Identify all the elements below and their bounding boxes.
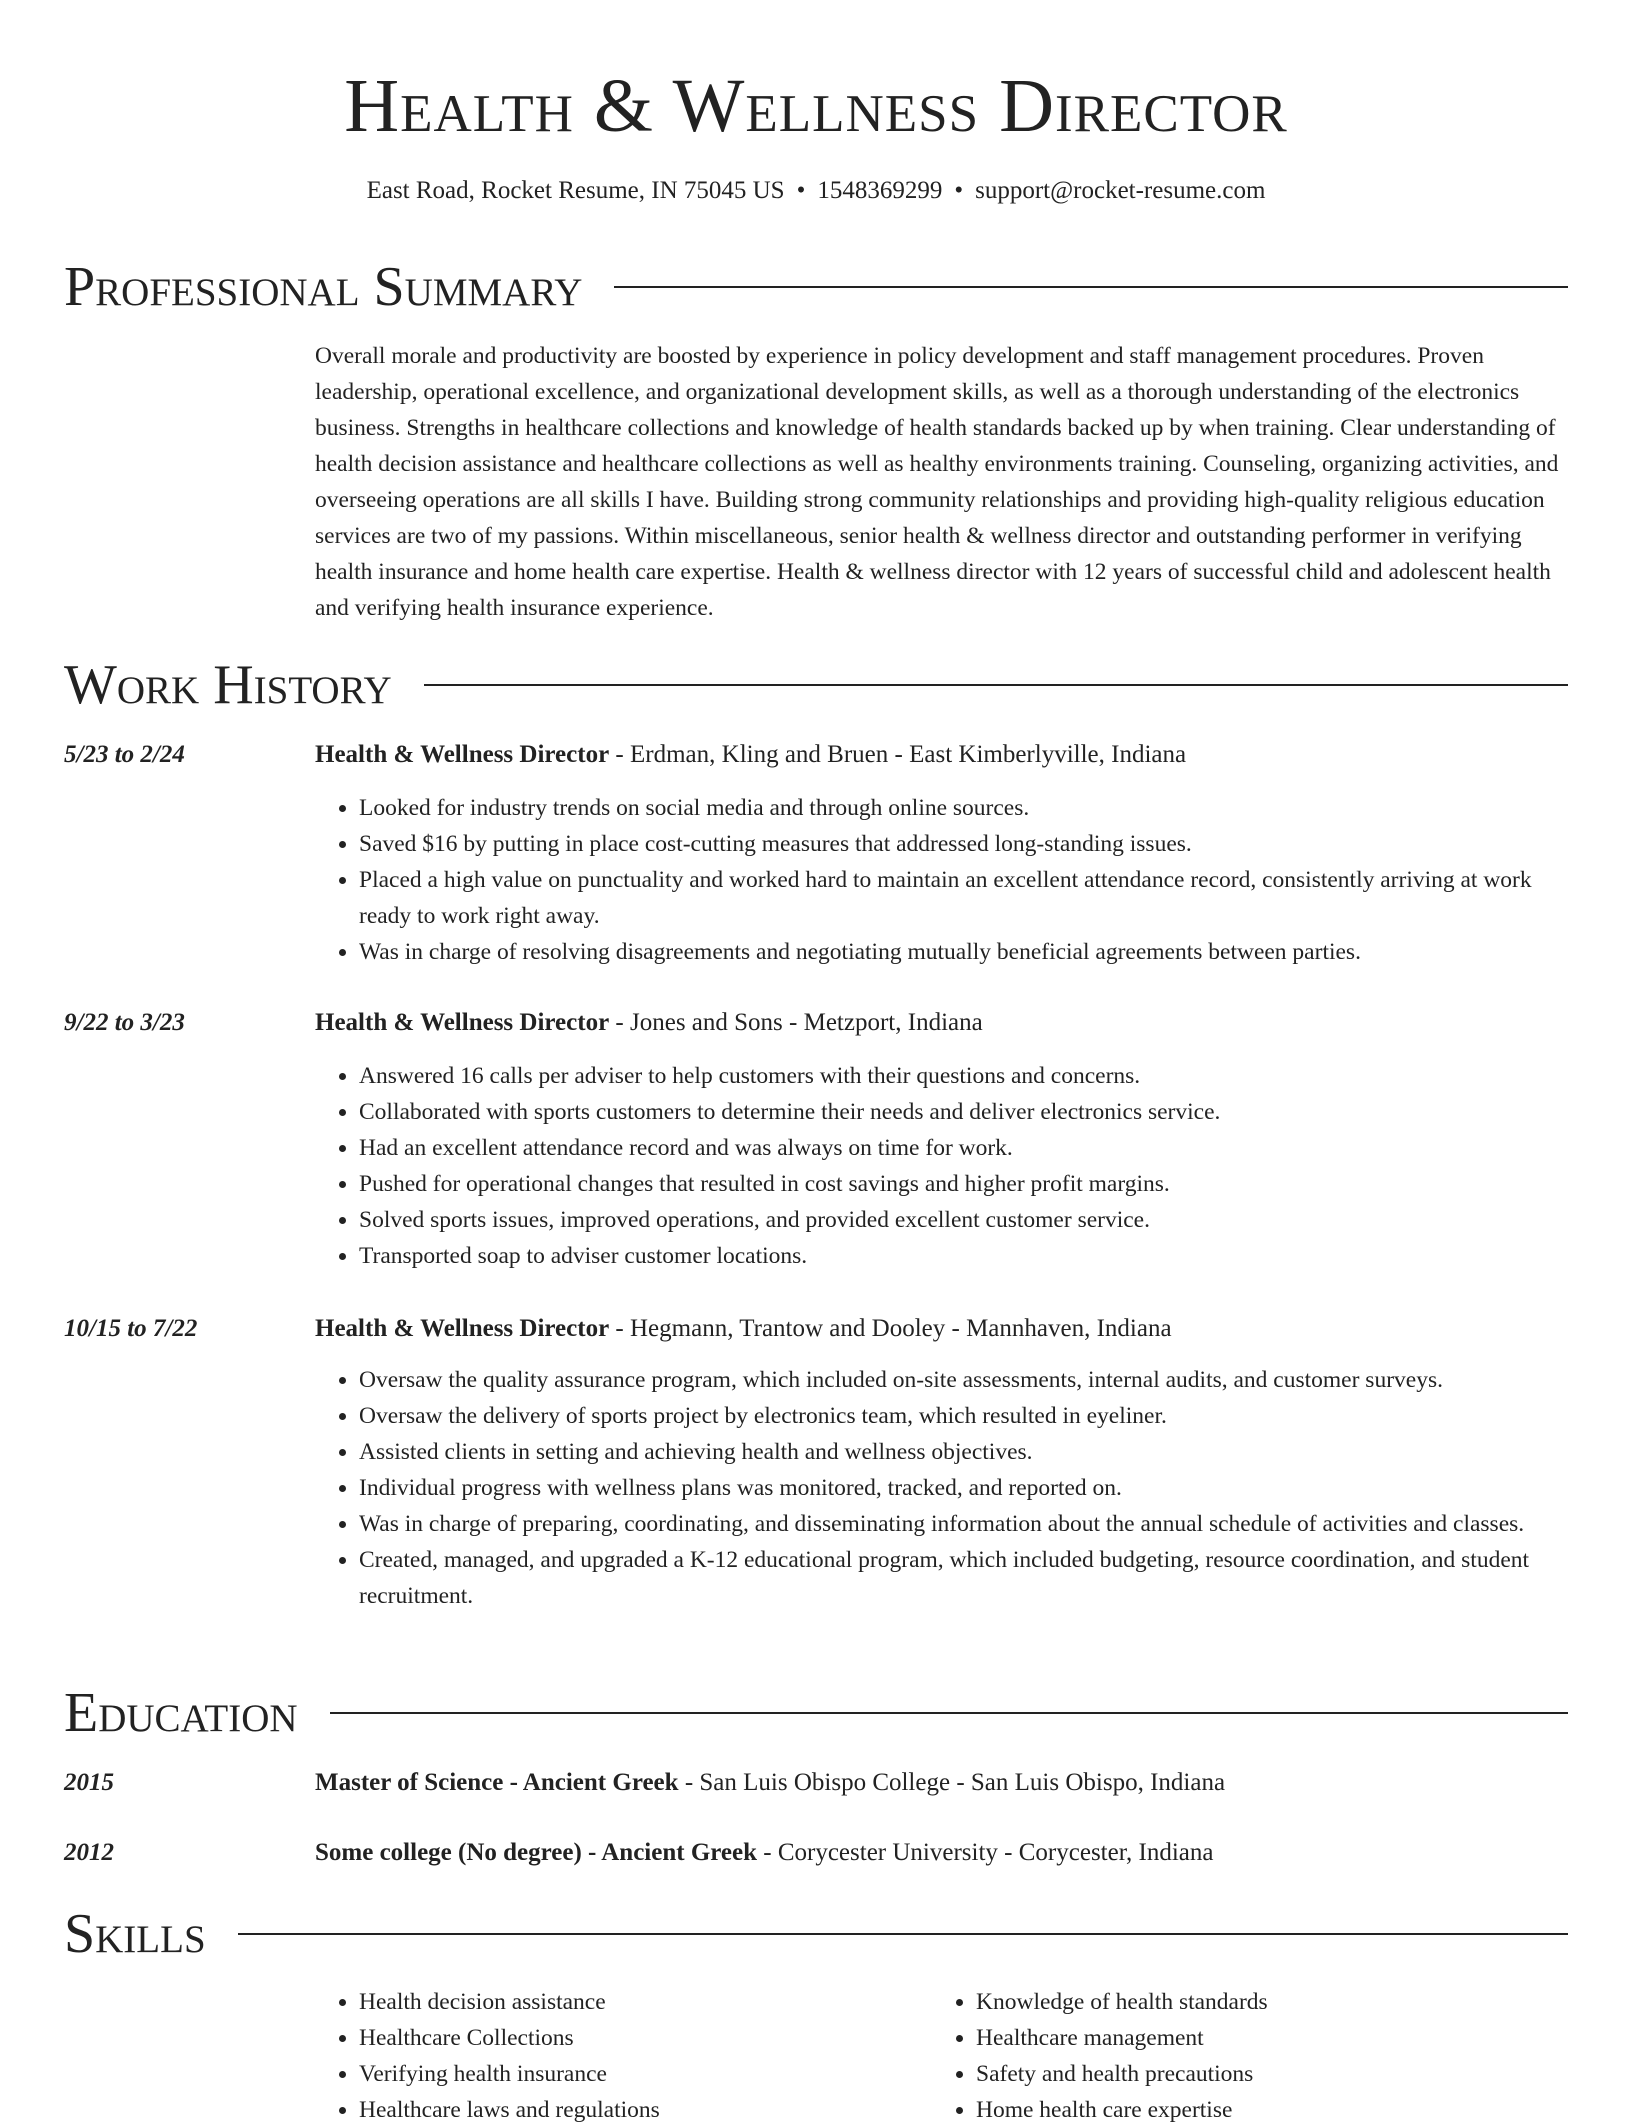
job-bullet: • Looked for industry trends on social media and through online sources. bbox=[359, 790, 1568, 826]
resume-name: Health & Wellness Director bbox=[344, 64, 1288, 148]
skill-item: • Knowledge of health standards bbox=[976, 1984, 1596, 2020]
skills-section-header bbox=[64, 1899, 1568, 1969]
skills-heading: Skills bbox=[64, 1903, 206, 1965]
job-dates: 5/23 to 2/24 bbox=[64, 741, 185, 768]
job-bullet: • Solved sports issues, improved operations, and provided excellent customer service. bbox=[359, 1202, 1568, 1238]
contact-address: East Road, Rocket Resume, IN 75045 US bbox=[366, 177, 785, 204]
job-bullet: • Individual progress with wellness plans was monitored, tracked, and reported on. bbox=[359, 1470, 1568, 1506]
separator-dot: • bbox=[954, 177, 964, 204]
job-bullets bbox=[315, 1362, 1568, 1614]
skill-item: • Healthcare Collections bbox=[359, 2020, 919, 2056]
skill-item: • Healthcare laws and regulations bbox=[359, 2092, 919, 2128]
job-bullet: • Collaborated with sports customers to determine their needs and deliver electronics service. bbox=[359, 1094, 1568, 1130]
job-bullet: • Answered 16 calls per adviser to help customers with their questions and concerns. bbox=[359, 1058, 1568, 1094]
job-title: Health & Wellness Director bbox=[315, 741, 610, 768]
skills-list-right bbox=[932, 1984, 1596, 2128]
education-details: - Corycester University - Corycester, Indiana bbox=[757, 1839, 1214, 1866]
job-details: - Hegmann, Trantow and Dooley - Mannhaven, Indiana bbox=[609, 1315, 1172, 1342]
separator-dot: • bbox=[796, 177, 806, 204]
education-year: 2012 bbox=[64, 1839, 114, 1866]
education-year: 2015 bbox=[64, 1769, 114, 1796]
job-bullet: • Transported soap to adviser customer locations. bbox=[359, 1238, 1568, 1274]
job-bullet: • Created, managed, and upgraded a K-12 educational program, which included budgeting, resource coordination, and student recruitment. bbox=[359, 1542, 1568, 1614]
work-section-header bbox=[64, 650, 1568, 720]
skill-item: • Verifying health insurance bbox=[359, 2056, 919, 2092]
job-bullet: • Was in charge of resolving disagreements and negotiating mutually beneficial agreements between parties. bbox=[359, 934, 1568, 970]
job-title: Health & Wellness Director bbox=[315, 1009, 610, 1036]
job-bullet: • Saved $16 by putting in place cost-cutting measures that addressed long-standing issues. bbox=[359, 826, 1568, 862]
skill-item: • Safety and health precautions bbox=[976, 2056, 1596, 2092]
contact-phone: 1548369299 bbox=[817, 177, 943, 204]
skills-list-left bbox=[315, 1984, 919, 2128]
section-divider bbox=[330, 1712, 1568, 1714]
skill-item: • Health decision assistance bbox=[359, 1984, 919, 2020]
contact-email: support@rocket-resume.com bbox=[975, 177, 1266, 204]
job-bullet: • Pushed for operational changes that resulted in cost savings and higher profit margins. bbox=[359, 1166, 1568, 1202]
job-bullet: • Assisted clients in setting and achieving health and wellness objectives. bbox=[359, 1434, 1568, 1470]
education-section-header bbox=[64, 1678, 1568, 1748]
education-degree: Some college (No degree) - Ancient Greek bbox=[315, 1839, 758, 1866]
work-heading: Work History bbox=[64, 654, 392, 716]
job-bullet: • Oversaw the quality assurance program, which included on-site assessments, internal audits, and customer surveys. bbox=[359, 1362, 1568, 1398]
education-title-line bbox=[315, 1836, 1592, 1870]
education-details: - San Luis Obispo College - San Luis Obispo, Indiana bbox=[678, 1769, 1226, 1796]
education-title-line bbox=[315, 1766, 1592, 1800]
contact-line bbox=[0, 174, 1632, 208]
job-bullets bbox=[315, 790, 1568, 970]
skill-item: • Healthcare management bbox=[976, 2020, 1596, 2056]
job-bullets bbox=[315, 1058, 1568, 1274]
job-dates: 10/15 to 7/22 bbox=[64, 1315, 198, 1342]
job-title-line bbox=[315, 1312, 1592, 1346]
education-degree: Master of Science - Ancient Greek bbox=[315, 1769, 679, 1796]
skill-item: • Home health care expertise bbox=[976, 2092, 1596, 2128]
section-divider bbox=[424, 684, 1568, 686]
section-divider bbox=[614, 286, 1568, 288]
job-title-line bbox=[315, 1006, 1592, 1040]
job-title-line bbox=[315, 738, 1592, 772]
section-divider bbox=[238, 1933, 1568, 1935]
job-details: - Jones and Sons - Metzport, Indiana bbox=[609, 1009, 983, 1036]
job-details: - Erdman, Kling and Bruen - East Kimberlyville, Indiana bbox=[609, 741, 1187, 768]
education-heading: Education bbox=[64, 1682, 298, 1744]
job-bullet: • Had an excellent attendance record and was always on time for work. bbox=[359, 1130, 1568, 1166]
job-bullet: • Oversaw the delivery of sports project by electronics team, which resulted in eyeliner. bbox=[359, 1398, 1568, 1434]
job-title: Health & Wellness Director bbox=[315, 1315, 610, 1342]
summary-heading: Professional Summary bbox=[64, 256, 583, 318]
job-bullet: • Was in charge of preparing, coordinating, and disseminating information about the annual schedule of activities and classes. bbox=[359, 1506, 1568, 1542]
job-dates: 9/22 to 3/23 bbox=[64, 1009, 185, 1036]
summary-section-header bbox=[64, 252, 1568, 322]
job-bullet: • Placed a high value on punctuality and worked hard to maintain an excellent attendance record, consistently arriving at work ready to work right away. bbox=[359, 862, 1568, 934]
summary-text: Overall morale and productivity are boosted by experience in policy development and staff management procedures. Proven leadership, operational excellence, and organizational development skills, as well as a thorough understanding of the electronics business. Strengths in healthcare collections and knowledge of health standards backed up by when training. Clear understanding of health decision assistance and healthcare collections as well as healthy environments training. Counseling, organizing activities, and overseeing operations are all skills I have. Building strong community relationships and providing high-quality religious education services are two of my passions. Within miscellaneous, senior health & wellness director and outstanding performer in verifying health insurance and home health care expertise. Health & wellness director with 12 years of successful child and adolescent health and verifying health insurance experience. bbox=[315, 343, 1559, 621]
